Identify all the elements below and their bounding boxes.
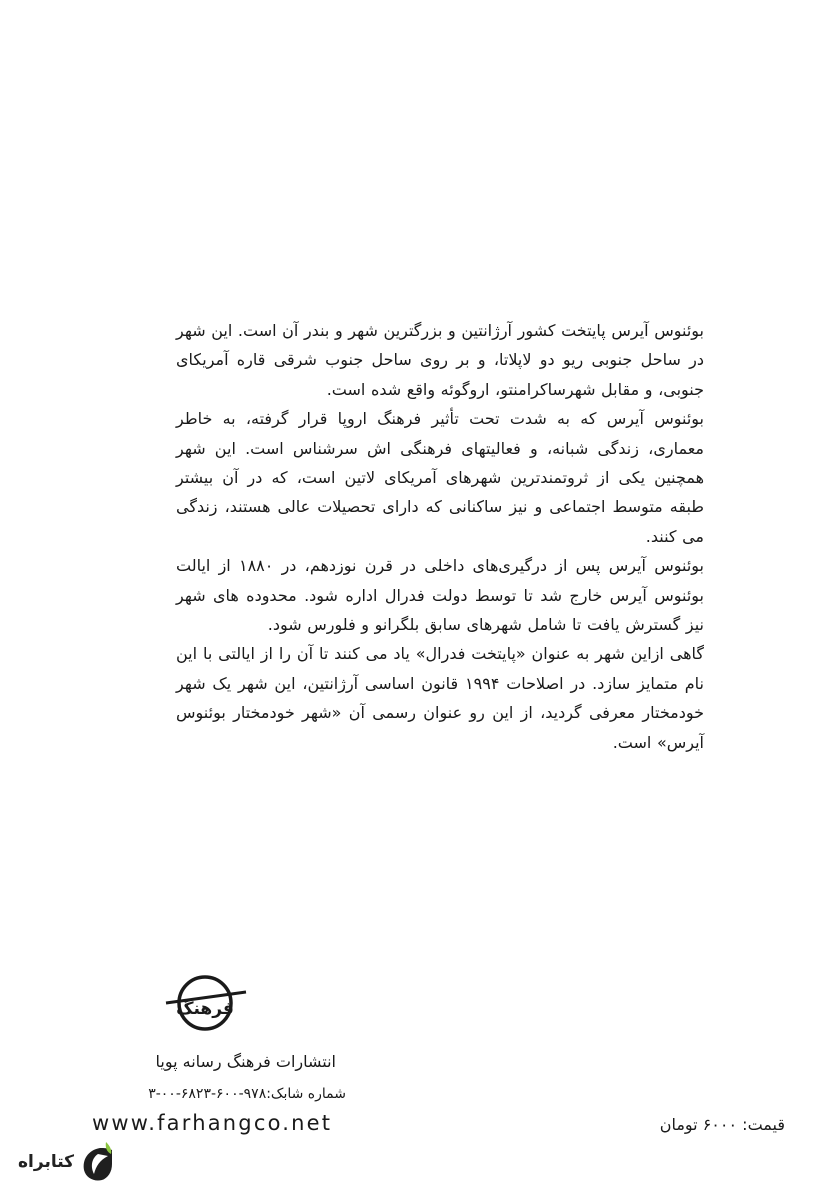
publisher-logo [160, 970, 250, 1048]
isbn [90, 1083, 346, 1105]
isbn-label: شماره شابک: [266, 1086, 346, 1102]
back-cover-text [176, 316, 704, 757]
paragraph-4: گاهی ازاین شهر به عنوان «پایتخت فدرال» یاد می کنند تا آن را از ایالتی با این نام متمایز سازد. در اصلاحات ۱۹۹۴ قانون اساسی آرژانتین، این شهر یک شهر خودمختار معرفی گردید، از این رو عنوان رسمی آن «شهر خودمختار بوئنوس آیرس» است. [176, 644, 704, 752]
website-link[interactable]: www.farhangco.net [92, 1111, 333, 1135]
paragraph-3: بوئنوس آیرس پس از درگیری‌های داخلی در قرن نوزدهم، در ۱۸۸۰ از ایالت بوئنوس آیرس خارج شد تا توسط دولت فدرال اداره شود. محدوده های شهر نیز گسترش یافت تا شامل شهرهای سابق بلگرانو و فلورس شود. [176, 556, 705, 635]
logo-text: فرهنگ [176, 999, 234, 1019]
isbn-value: ۹۷۸-۶۰۰-۶۸۲۳-۰۰-۳ [148, 1086, 267, 1102]
price [600, 1113, 785, 1137]
price-value: ۶۰۰۰ تومان [659, 1115, 738, 1134]
paragraph-2: بوئنوس آیرس که به شدت تحت تأثیر فرهنگ اروپا قرار گرفته، به خاطر معماری، زندگی شبانه، و فعالیتهای فرهنگی اش سرشناس است. این شهر همچنین یکی از ثروتمندترین شهرهای آمریکای لاتین است، که در آن بیشتر طبقه متوسط اجتماعی و نیز ساکنانی که دارای تحصیلات عالی هستند، زندگی می کنند. [176, 409, 704, 546]
ketabrah-logo-icon [78, 1140, 120, 1184]
publisher-logo-icon [160, 970, 250, 1048]
paragraph-1: بوئنوس آیرس پایتخت کشور آرژانتین و بزرگترین شهر و بندر آن است. این شهر در ساحل جنوبی ریو دو لاپلاتا، و بر روی ساحل جنوب شرقی قاره آمریکای جنوبی، و مقابل شهرساکرامنتو، اروگوئه واقع شده است. [176, 321, 704, 399]
price-label: قیمت: [742, 1115, 785, 1134]
ketabrah-text: کتابراه [18, 1152, 75, 1172]
publisher-name: انتشارات فرهنگ رسانه پویا [155, 1052, 336, 1071]
ketabrah-watermark [18, 1140, 130, 1184]
